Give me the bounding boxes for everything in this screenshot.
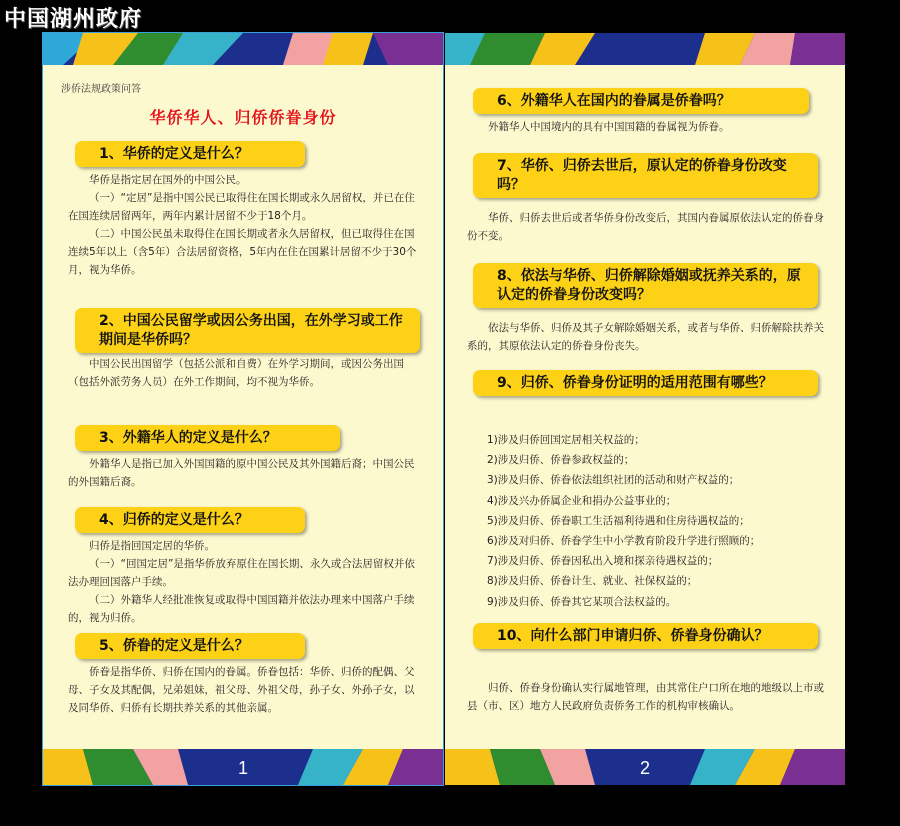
question-1-box: 1、华侨的定义是什么？ — [75, 141, 305, 167]
scope-list — [487, 430, 832, 612]
booklet-page-1 — [43, 33, 443, 785]
list-item: 8)涉及归侨、侨眷计生、就业、社保权益的； — [487, 575, 698, 588]
answer-4-para: 归侨是指回国定居的华侨。 — [89, 540, 215, 552]
question-7-box: 7、华侨、归侨去世后，原认定的侨眷身份改变吗？ — [473, 153, 818, 198]
page-number: 1 — [237, 758, 248, 778]
answer-1-para: （一）“定居”是指中国公民已取得住在国长期或永久居留权，并已在住在国连续居留两年，两年内累计居留不少于18个月。 — [68, 192, 415, 222]
question-4-box: 4、归侨的定义是什么？ — [75, 507, 305, 533]
answer-3 — [68, 455, 423, 491]
answer-3-para: 外籍华人是指已加入外国国籍的原中国公民及其外国籍后裔；中国公民的外国籍后裔。 — [68, 458, 415, 488]
answer-6-para: 外籍华人中国境内的具有中国国籍的眷属视为侨眷。 — [488, 121, 730, 133]
answer-7 — [467, 209, 827, 245]
answer-6 — [467, 118, 827, 136]
booklet-page-2 — [445, 33, 845, 785]
question-3-box: 3、外籍华人的定义是什么？ — [75, 425, 340, 451]
top-color-band — [445, 33, 845, 65]
question-9-box: 9、归侨、侨眷身份证明的适用范围有哪些？ — [473, 370, 818, 396]
list-item: 7)涉及归侨、侨眷因私出入境和探亲待遇权益的； — [487, 555, 719, 568]
question-10-box: 10、向什么部门申请归侨、侨眷身份确认？ — [473, 623, 818, 649]
answer-10-para: 归侨、侨眷身份确认实行属地管理，由其常住户口所在地的地级以上市或县（市、区）地方人民政府负责侨务工作的机构审核确认。 — [467, 682, 824, 712]
list-item: 9)涉及归侨、侨眷其它某项合法权益的。 — [487, 595, 677, 608]
answer-4-para: （二）外籍华人经批准恢复或取得中国国籍并依法办理来中国落户手续的，视为归侨。 — [68, 594, 415, 624]
list-item: 5)涉及归侨、侨眷职工生活福利待遇和住房待遇权益的； — [487, 514, 750, 527]
answer-4-para: （一）“回国定居”是指华侨放弃原住在国长期、永久或合法居留权并依法办理回国落户手续。 — [68, 558, 415, 588]
answer-2-para: 中国公民出国留学（包括公派和自费）在外学习期间，或因公务出国（包括外派劳务人员）在外工作期间，均不视为华侨。 — [68, 358, 404, 388]
answer-4 — [68, 537, 423, 627]
question-5-box: 5、侨眷的定义是什么？ — [75, 633, 305, 659]
answer-8 — [467, 319, 827, 355]
list-item: 1)涉及归侨回国定居相关权益的； — [487, 434, 645, 446]
answer-1-para: 华侨是指定居在国外的中国公民。 — [89, 174, 247, 186]
top-color-band — [43, 33, 443, 65]
list-item: 2)涉及归侨、侨眷参政权益的； — [487, 454, 635, 467]
question-6-box: 6、外籍华人在国内的眷属是侨眷吗？ — [473, 88, 809, 114]
list-item: 4)涉及兴办侨属企业和捐办公益事业的； — [487, 494, 677, 507]
answer-1-para: （二）中国公民虽未取得住在国长期或者永久居留权，但已取得住在国连续5年以上（含5年）合法居留资格，5年内在住在国累计居留不少于30个月，视为华侨。 — [68, 228, 417, 276]
page-number: 2 — [639, 758, 650, 778]
list-item: 6)涉及对归侨、侨眷学生中小学教育阶段升学进行照顾的； — [487, 535, 761, 548]
answer-5 — [68, 663, 423, 717]
answer-7-para: 华侨、归侨去世后或者华侨身份改变后，其国内眷属原依法认定的侨眷身份不变。 — [467, 212, 824, 242]
list-item: 3)涉及归侨、侨眷依法组织社团的活动和财产权益的； — [487, 474, 740, 487]
answer-10 — [467, 679, 827, 715]
question-8-box: 8、依法与华侨、归侨解除婚姻或抚养关系的，原认定的侨眷身份改变吗？ — [473, 263, 818, 308]
booklet-kicker: 涉侨法规政策问答 — [61, 84, 141, 95]
watermark-text: 中国湖州政府 — [4, 6, 143, 32]
question-2-box: 2、中国公民留学或因公务出国，在外学习或工作期间是华侨吗？ — [75, 308, 420, 353]
answer-5-para: 侨眷是指华侨、归侨在国内的眷属。侨眷包括：华侨、归侨的配偶、父母、子女及其配偶，兄弟姐妹，祖父母、外祖父母，孙子女、外孙子女，以及同华侨、归侨有长期扶养关系的其他亲属。 — [68, 666, 415, 714]
answer-1 — [68, 171, 423, 279]
answer-8-para: 依法与华侨、归侨及其子女解除婚姻关系，或者与华侨、归侨解除扶养关系的，其原依法认定的侨眷身份丧失。 — [467, 322, 824, 352]
booklet-title: 华侨华人、归侨侨眷身份 — [149, 108, 337, 127]
answer-2 — [68, 355, 423, 391]
